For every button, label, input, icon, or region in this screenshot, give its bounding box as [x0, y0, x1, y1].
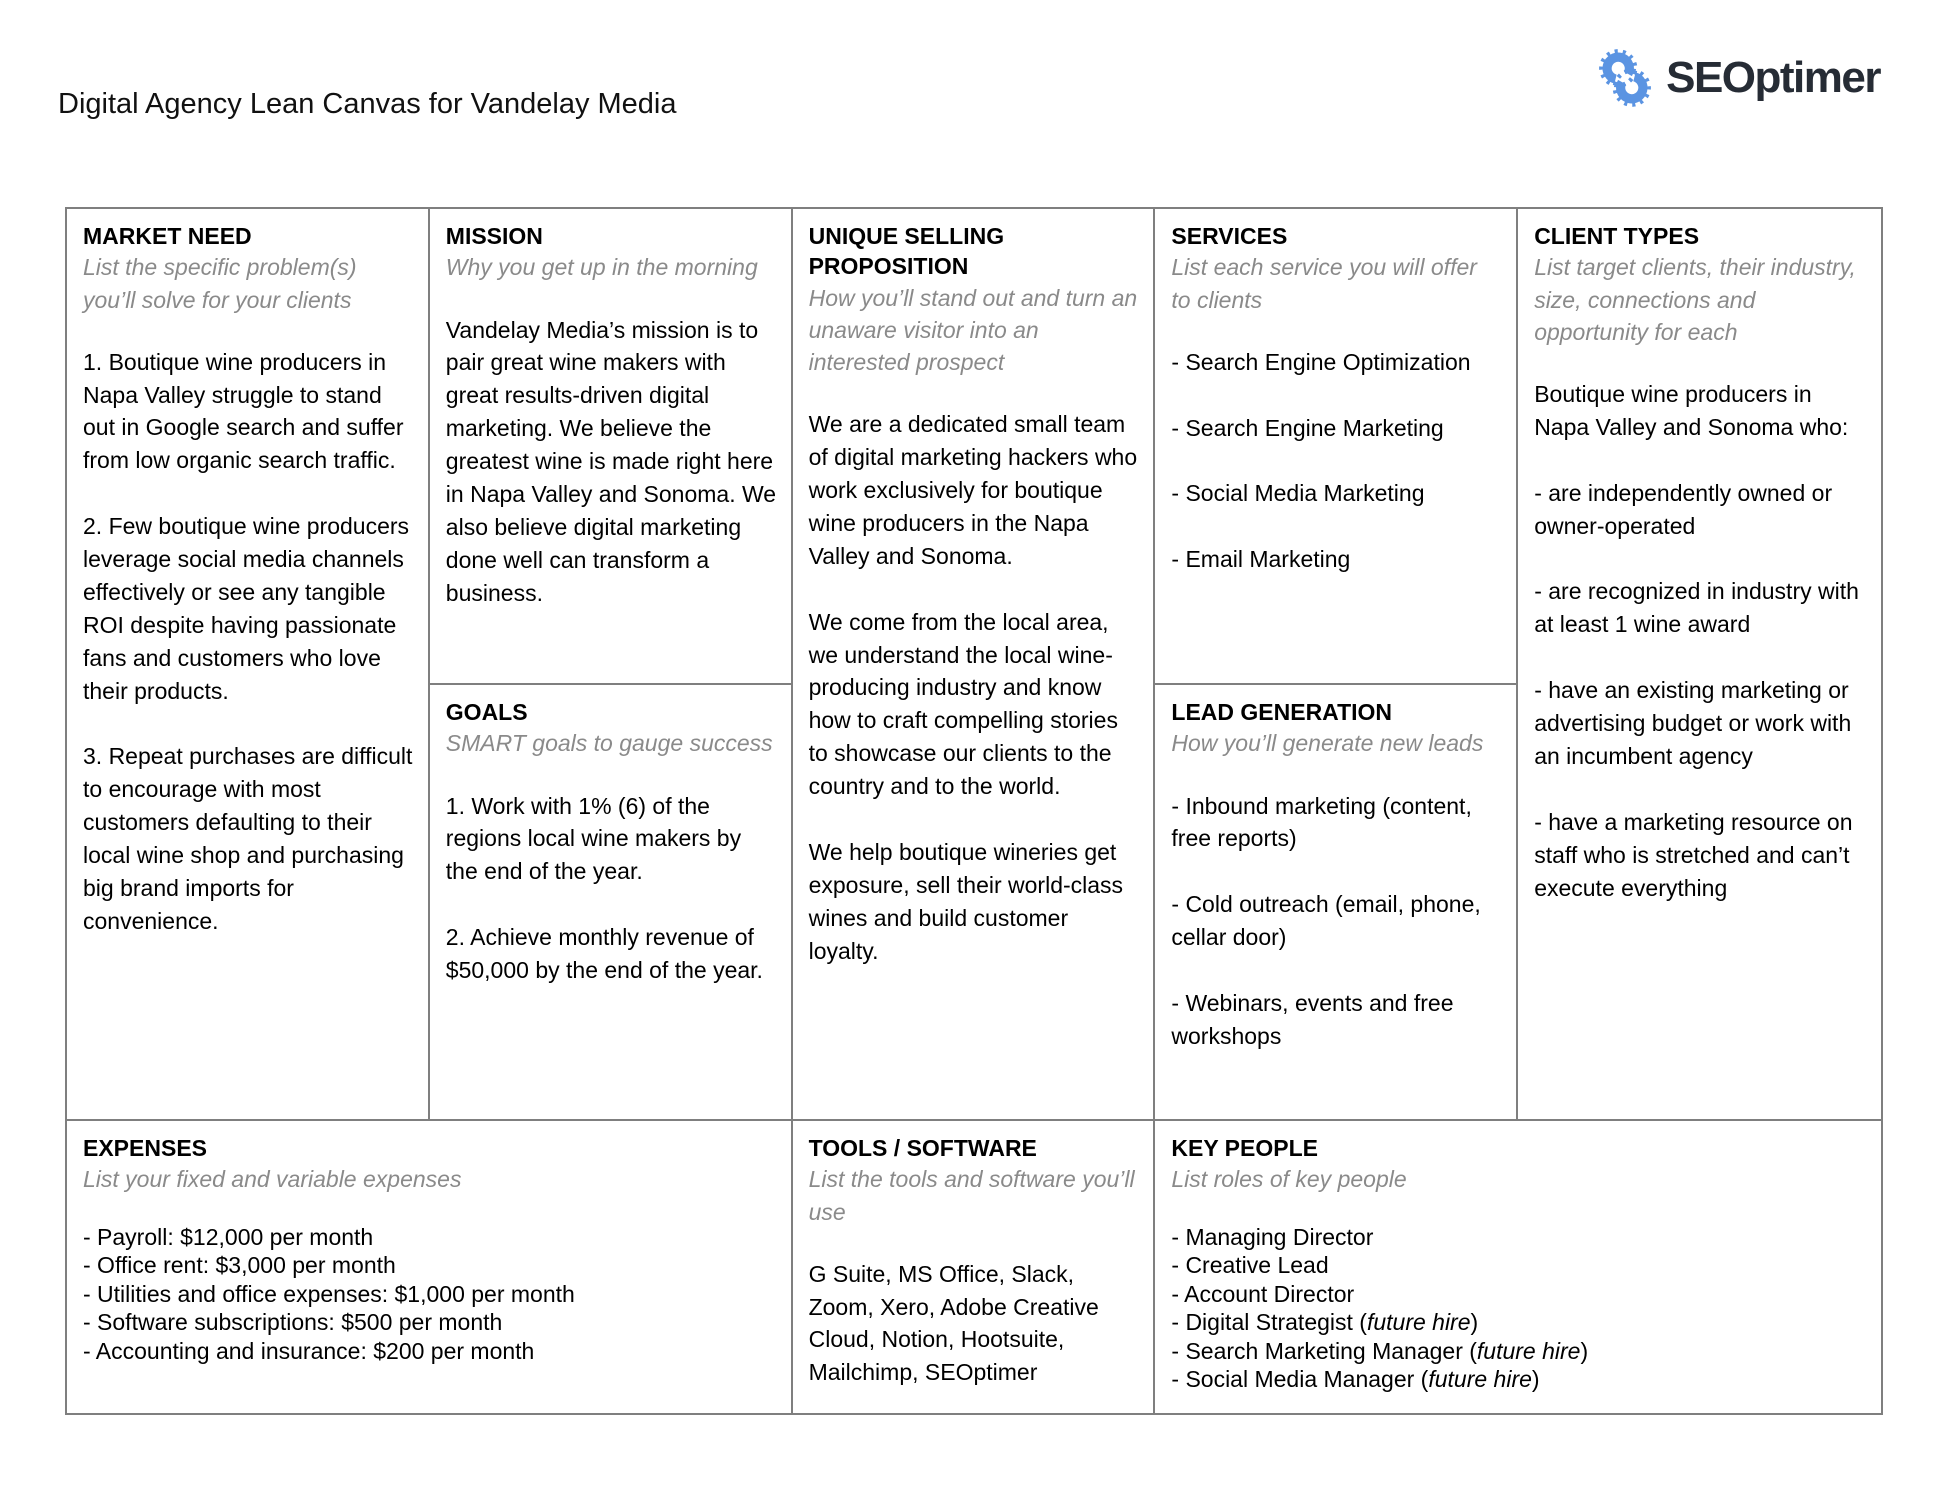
- text-line: 1. Work with 1% (6) of the regions local wine makers by the end of the year.: [445, 792, 742, 885]
- cell-title: SERVICES: [1171, 223, 1288, 249]
- text-line: Vandelay Media’s mission is to pair great wine makers with great results-driven digital marketing. We believe the greatest wine is made right here in Napa Valley and Sonoma. We also believe digital marketing done well can transform a business.: [445, 316, 777, 606]
- text-line: - Office rent: $3,000 per month: [83, 1252, 396, 1279]
- text-line: - are independently owned or owner-operated: [1534, 479, 1833, 539]
- cell-subtitle: List each service you will offer to clients: [1171, 254, 1477, 313]
- text-line: We help boutique wineries get exposure, sell their world-class wines and build customer loyalty.: [808, 838, 1124, 964]
- text-line: - Inbound marketing (content, free reports): [1171, 792, 1472, 852]
- text-line: - have an existing marketing or advertising budget or work with an incumbent agency: [1534, 677, 1852, 769]
- text-line: - Social Media Marketing: [1171, 480, 1425, 507]
- cell-title: TOOLS / SOFTWARE: [808, 1135, 1037, 1161]
- cell-unique-selling-proposition: [793, 209, 1156, 1121]
- cell-title: KEY PEOPLE: [1171, 1135, 1318, 1161]
- cell-subtitle: Why you get up in the morning: [445, 254, 758, 281]
- cell-mission: [430, 209, 793, 685]
- text-line: - Digital Strategist (future hire): [1171, 1309, 1479, 1336]
- cell-key-people: [1155, 1121, 1881, 1413]
- text-line: - Managing Director: [1171, 1223, 1374, 1250]
- cell-body: [1171, 1223, 1867, 1394]
- text-line: - Accounting and insurance: $200 per month: [83, 1337, 535, 1364]
- cell-subtitle: List your fixed and variable expenses: [83, 1166, 462, 1193]
- cell-body: [83, 1223, 777, 1366]
- cell-title: LEAD GENERATION: [1171, 699, 1393, 725]
- text-line: - Webinars, events and free workshops: [1171, 990, 1454, 1049]
- text-line: 2. Few boutique wine producers leverage social media channels effectively or see any tangible ROI despite having passionate fans and customers who love their products.: [83, 513, 410, 704]
- cell-expenses: [67, 1121, 793, 1413]
- cell-subtitle: List target clients, their industry, size, connections and opportunity for each: [1534, 254, 1856, 345]
- cell-title: UNIQUE SELLING PROPOSITION: [808, 223, 1005, 280]
- cell-subtitle: List the tools and software you’ll use: [808, 1166, 1135, 1225]
- text-line: - Payroll: $12,000 per month: [83, 1223, 374, 1250]
- cell-body: [1534, 378, 1867, 905]
- text-line: - Account Director: [1171, 1280, 1355, 1307]
- cell-title: MISSION: [445, 223, 543, 249]
- lean-canvas-grid: [65, 207, 1883, 1415]
- text-line: - Social Media Manager (future hire): [1171, 1366, 1540, 1393]
- text-line: We come from the local area, we understand the local wine-producing industry and know how to craft compelling stories to showcase our clients to the country and to the world.: [808, 608, 1118, 800]
- text-line: - Creative Lead: [1171, 1252, 1329, 1279]
- text-line: 2. Achieve monthly revenue of $50,000 by the end of the year.: [445, 924, 763, 984]
- cell-title: CLIENT TYPES: [1534, 223, 1700, 249]
- text-line: 3. Repeat purchases are difficult to encourage with most customers defaulting to their local wine shop and purchasing big brand imports for convenience.: [83, 743, 413, 934]
- text-line: - are recognized in industry with at least 1 wine award: [1534, 578, 1859, 638]
- cell-services: [1155, 209, 1518, 685]
- text-line: - Search Marketing Manager (future hire): [1171, 1337, 1589, 1364]
- text-line: We are a dedicated small team of digital marketing hackers who work exclusively for boutique wine producers in the Napa Valley and Sonoma.: [808, 411, 1138, 569]
- cell-body: [809, 1258, 1140, 1390]
- cell-subtitle: SMART goals to gauge success: [445, 730, 773, 757]
- cell-title: GOALS: [445, 699, 528, 725]
- cell-subtitle: List the specific problem(s) you’ll solve for your clients: [83, 254, 357, 313]
- cell-subtitle: How you’ll generate new leads: [1171, 730, 1484, 757]
- text-line: - Cold outreach (email, phone, cellar door): [1171, 891, 1481, 951]
- logo-wordmark: SEOptimer: [1666, 53, 1880, 102]
- text-line: G Suite, MS Office, Slack, Zoom, Xero, Adobe Creative Cloud, Notion, Hootsuite, Mailchimp, SEOptimer: [808, 1260, 1099, 1386]
- cell-title: MARKET NEED: [83, 223, 252, 249]
- text-line: - Search Engine Optimization: [1171, 348, 1471, 375]
- cell-body: [1171, 790, 1502, 1053]
- cell-title: EXPENSES: [83, 1135, 207, 1161]
- cell-body: [446, 314, 777, 610]
- seoptimer-gears-icon: [1594, 46, 1656, 110]
- cell-body: [1171, 346, 1502, 577]
- seoptimer-logo: [1594, 46, 1880, 110]
- cell-market-need: [67, 209, 430, 1121]
- text-line: - Software subscriptions: $500 per month: [83, 1309, 503, 1336]
- cell-client-types: [1518, 209, 1881, 1121]
- text-line: - Utilities and office expenses: $1,000 per month: [83, 1280, 575, 1307]
- cell-body: [809, 408, 1140, 967]
- text-line: - Search Engine Marketing: [1171, 414, 1444, 441]
- cell-subtitle: List roles of key people: [1171, 1166, 1407, 1193]
- cell-tools-software: [793, 1121, 1156, 1413]
- cell-lead-generation: [1155, 685, 1518, 1121]
- text-line: - have a marketing resource on staff who is stretched and can’t execute everything: [1534, 808, 1853, 901]
- cell-body: [446, 790, 777, 987]
- cell-body: [83, 346, 414, 938]
- document-title: Digital Agency Lean Canvas for Vandelay Media: [58, 88, 677, 120]
- cell-goals: [430, 685, 793, 1121]
- text-line: - Email Marketing: [1171, 546, 1351, 573]
- cell-subtitle: How you’ll stand out and turn an unaware visitor into an interested prospect: [808, 284, 1138, 376]
- text-line: 1. Boutique wine producers in Napa Valley struggle to stand out in Google search and suffer from low organic search traffic.: [83, 348, 404, 474]
- text-line: Boutique wine producers in Napa Valley and Sonoma who:: [1534, 380, 1849, 440]
